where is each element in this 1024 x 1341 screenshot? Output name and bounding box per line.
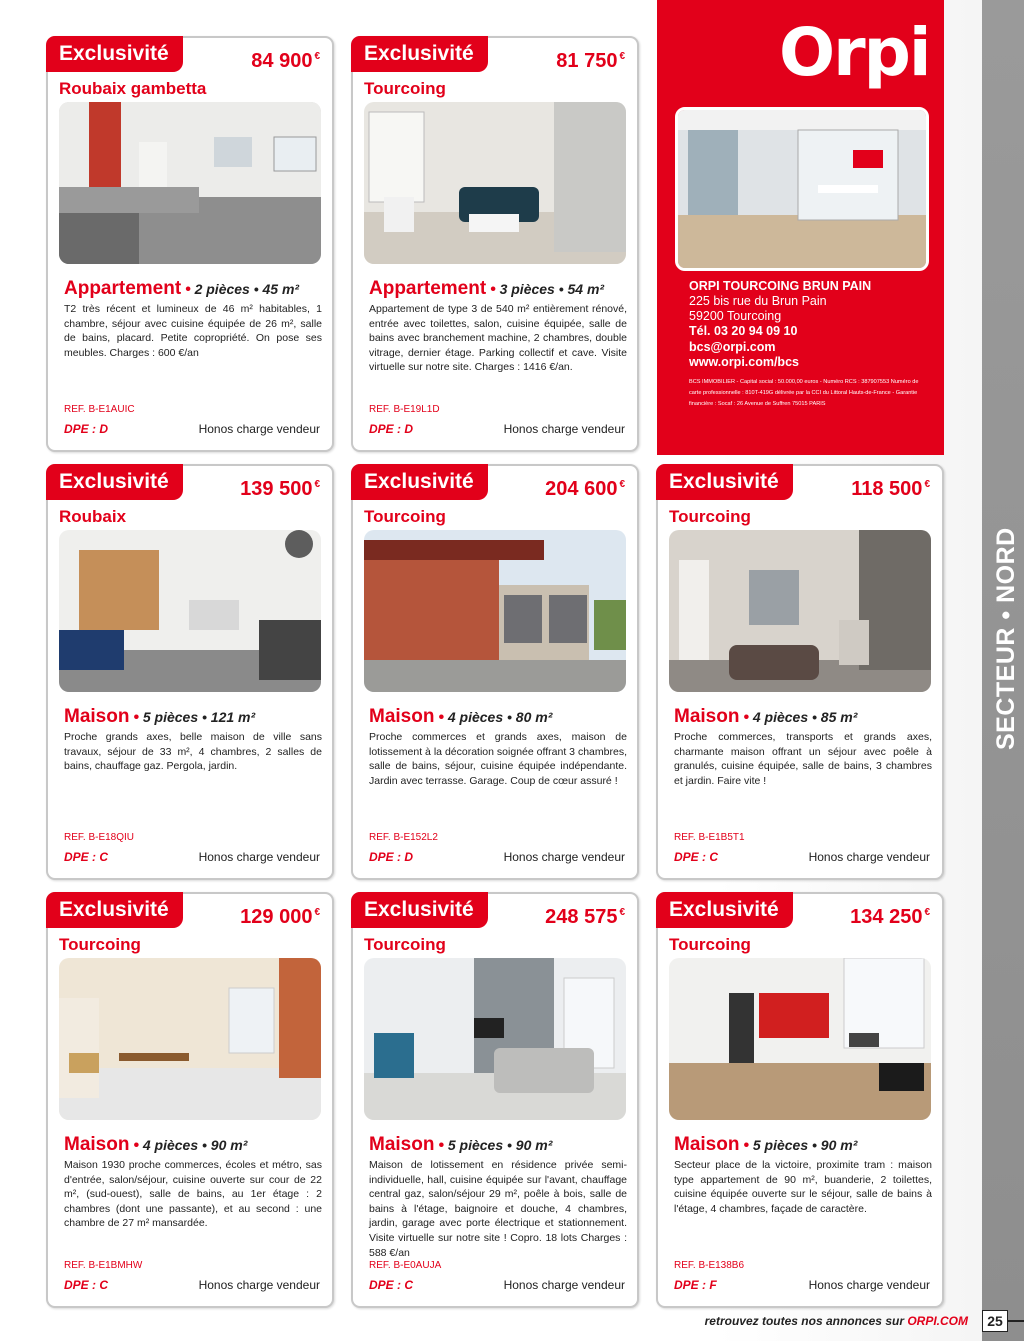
house-exterior-image [364, 530, 626, 692]
exclusivity-badge: Exclusivité [46, 464, 183, 500]
listing-ref: REF. B-E19L1D [369, 404, 440, 415]
interior-photo-image [364, 958, 626, 1120]
listing-city: Roubaix gambetta [59, 79, 207, 98]
listing-fees: Honos charge vendeur [198, 850, 320, 864]
listing-description: Maison de lotissement en résidence privée semi-individuelle, hall, cuisine équipée sur l'avant, chauffage central gaz, salon/séjour 29 m², poêle à bois, salle de bains à l'étage, baignoire et douche, 4 chambres, jardin, garage avec porte électrique et stationnement. Visite virtuelle sur notre site ! Copro. 18 lots Charges : 588 €/an [369, 1159, 627, 1259]
listing-card[interactable] [351, 464, 639, 880]
listing-dpe: DPE : D [369, 850, 414, 864]
interior-photo-image [364, 102, 626, 264]
agency-phone[interactable]: Tél. 03 20 94 09 10 [689, 324, 798, 338]
listing-photo[interactable] [59, 958, 321, 1120]
interior-photo-image [59, 958, 321, 1120]
listing-dpe: DPE : D [369, 422, 414, 436]
orpi-logo[interactable]: Orpi [779, 14, 930, 91]
listing-city: Tourcoing [364, 507, 446, 526]
listing-fees: Honos charge vendeur [503, 850, 625, 864]
listing-ref: REF. B-E1AUIC [64, 404, 135, 415]
listing-dpe: DPE : C [369, 1278, 414, 1292]
listing-ref: REF. B-E0AUJA [369, 1260, 442, 1271]
listing-price: 139 500 € [240, 478, 320, 500]
listing-price: 204 600 € [545, 478, 625, 500]
exclusivity-badge: Exclusivité [351, 892, 488, 928]
listing-description: Secteur place de la victoire, proximite tram : maison type appartement de 90 m², buanderie, 2 toilettes, cuisine équipée ouverte sur le séjour, salle de bains à l'étage, 4 chambres, façade de caractère. [674, 1159, 932, 1215]
listing-photo[interactable] [364, 102, 626, 264]
listing-card[interactable] [46, 464, 334, 880]
listing-ref: REF. B-E1BMHW [64, 1260, 143, 1271]
exclusivity-badge: Exclusivité [46, 36, 183, 72]
listing-title: Maison • 5 pièces • 121 m² [64, 706, 256, 727]
exclusivity-badge: Exclusivité [656, 892, 793, 928]
listing-city: Roubaix [59, 507, 127, 526]
listing-city: Tourcoing [364, 935, 446, 954]
listing-city: Tourcoing [59, 935, 141, 954]
listing-dpe: DPE : D [64, 422, 109, 436]
listing-card[interactable] [351, 36, 639, 452]
listing-city: Tourcoing [669, 935, 751, 954]
listing-fees: Honos charge vendeur [808, 850, 930, 864]
listing-card[interactable] [46, 892, 334, 1308]
page-number-rule [1008, 1320, 1024, 1322]
exclusivity-badge: Exclusivité [351, 464, 488, 500]
agency-panel [657, 0, 944, 455]
listing-description: Maison 1930 proche commerces, écoles et métro, sas d'entrée, salon/séjour, cuisine ouverte sur cour de 22 m², (sud-ouest), salle de bains, au 1er étage : 2 chambres (dont une passante), et au second : une chambre de 27 m² mansardée. [64, 1159, 322, 1230]
listing-title: Maison • 5 pièces • 90 m² [674, 1134, 858, 1155]
listing-ref: REF. B-E1B5T1 [674, 832, 745, 843]
agency-address: 225 bis rue du Brun Pain [689, 294, 827, 308]
listing-ref: REF. B-E152L2 [369, 832, 438, 843]
listing-price: 84 900 € [251, 50, 320, 72]
listing-price: 248 575 € [545, 906, 625, 928]
listing-card[interactable] [656, 892, 944, 1308]
listing-fees: Honos charge vendeur [198, 1278, 320, 1292]
agency-city: 59200 Tourcoing [689, 309, 782, 323]
exclusivity-badge: Exclusivité [656, 464, 793, 500]
interior-photo-image [669, 530, 931, 692]
listing-description: Proche commerces, transports et grands axes, charmante maison offrant un séjour avec poêle à granulés, cuisine équipée, salle de bains, 3 chambres et jardin. Faire vite ! [674, 731, 932, 787]
footer-brand-link[interactable]: ORPI.COM [907, 1314, 968, 1328]
listing-card[interactable] [351, 892, 639, 1308]
listing-city: Tourcoing [669, 507, 751, 526]
listing-dpe: DPE : C [64, 850, 109, 864]
listing-title: Maison • 4 pièces • 90 m² [64, 1134, 248, 1155]
listing-description: Appartement de type 3 de 540 m² entièrement rénové, entrée avec toilettes, salon, cuisine équipée, salle de bains avec branchement machine, 2 chambres, double vitrage, dernier étage. Parking collectif et cave. Visite virtuelle sur notre site. Charges : 1416 €/an. [369, 303, 627, 374]
agency-website[interactable]: www.orpi.com/bcs [689, 355, 799, 369]
listing-title: Maison • 5 pièces • 90 m² [369, 1134, 553, 1155]
interior-photo-image [669, 958, 931, 1120]
listing-photo[interactable] [669, 530, 931, 692]
exclusivity-badge: Exclusivité [46, 892, 183, 928]
interior-photo-image [59, 530, 321, 692]
listing-photo[interactable] [59, 530, 321, 692]
listing-title: Appartement • 3 pièces • 54 m² [369, 278, 605, 299]
footer-text: retrouvez toutes nos annonces sur ORPI.COM [704, 1314, 968, 1328]
listing-photo[interactable] [364, 958, 626, 1120]
listing-description: Proche commerces et grands axes, maison de lotissement à la décoration soignée offrant 3 chambres, salle de bains, séjour, cuisine équipée indépendante. Jardin avec terrasse. Garage. Coup de cœur assuré ! [369, 731, 627, 787]
listing-card[interactable] [656, 464, 944, 880]
exclusivity-badge: Exclusivité [351, 36, 488, 72]
listing-fees: Honos charge vendeur [808, 1278, 930, 1292]
listing-ref: REF. B-E18QIU [64, 832, 135, 843]
agency-email[interactable]: bcs@orpi.com [689, 340, 776, 354]
listing-price: 118 500 € [851, 478, 930, 500]
listing-fees: Honos charge vendeur [198, 422, 320, 436]
listing-description: T2 très récent et lumineux de 46 m² habitables, 1 chambre, séjour avec cuisine équipée de 26 m², salle de bains, placard. Petite copropriété. On pose ses meubles. Charges : 600 €/an [64, 303, 322, 359]
listing-ref: REF. B-E138B6 [674, 1260, 745, 1271]
listing-title: Maison • 4 pièces • 80 m² [369, 706, 553, 727]
listing-dpe: DPE : C [64, 1278, 109, 1292]
listing-dpe: DPE : C [674, 850, 719, 864]
listing-title: Appartement • 2 pièces • 45 m² [64, 278, 300, 299]
agency-name: ORPI TOURCOING BRUN PAIN [689, 279, 872, 293]
listing-dpe: DPE : F [674, 1278, 717, 1292]
listing-photo[interactable] [59, 102, 321, 264]
listing-description: Proche grands axes, belle maison de ville sans travaux, séjour de 33 m², 4 chambres, 2 salles de bains, chauffage gaz. Pergola, jardin. [64, 731, 322, 773]
listing-price: 129 000 € [240, 906, 320, 928]
listing-price: 134 250 € [850, 906, 930, 928]
listing-title: Maison • 4 pièces • 85 m² [674, 706, 858, 727]
listing-fees: Honos charge vendeur [503, 422, 625, 436]
listing-fees: Honos charge vendeur [503, 1278, 625, 1292]
sector-label: SECTEUR • NORD [992, 527, 1020, 750]
agency-photo [675, 107, 929, 271]
listing-photo[interactable] [669, 958, 931, 1120]
interior-photo-image [59, 102, 321, 264]
listing-photo[interactable] [364, 530, 626, 692]
listing-city: Tourcoing [364, 79, 446, 98]
agency-legal: BCS IMMOBILIER - Capital social : 50.000,00 euros - Numéro RCS : 387907553 Numéro de carte professionnelle : 810T-419G délivrée par la CCI du Littoral Hauts-de-France - Garantie financière : Socaf : 26 Avenue de Suffren 75015 PARIS [689, 379, 919, 407]
page-number: 25 [982, 1310, 1008, 1332]
listing-price: 81 750 € [556, 50, 625, 72]
agency-office-image [678, 110, 926, 268]
listing-card[interactable] [46, 36, 334, 452]
